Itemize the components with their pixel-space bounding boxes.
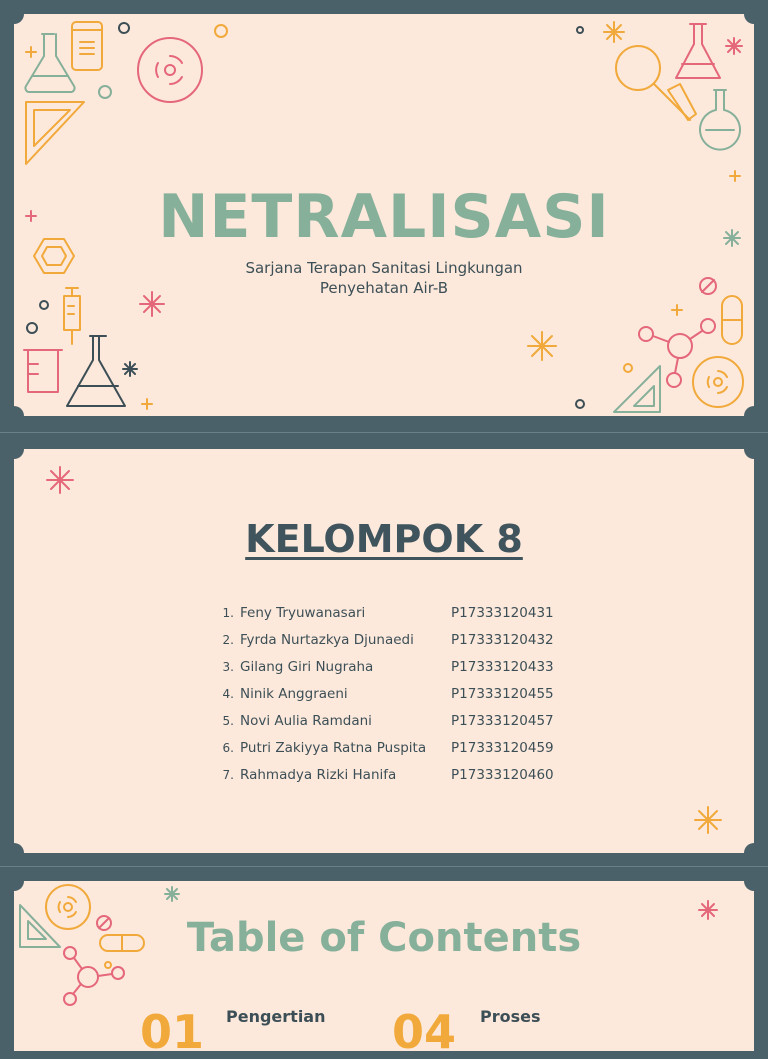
list-item [214,707,591,734]
member-number: 5. [222,713,234,728]
member-nim: P17333120432 [451,631,554,648]
member-nim: P17333120459 [451,739,554,756]
list-item [214,599,591,626]
member-nim: P17333120431 [451,604,554,621]
member-name: Fyrda Nurtazkya Djunaedi [240,631,414,648]
list-item [214,653,591,680]
slide-card [14,449,754,853]
member-nim: P17333120460 [451,766,554,783]
member-nim: P17333120457 [451,712,554,729]
subtitle-line-1: Sarjana Terapan Sanitasi Lingkungan [245,259,523,277]
group-title [14,517,754,561]
sparkle-icon [47,467,73,493]
member-number: 3. [222,659,234,674]
member-nim: P17333120455 [451,685,554,702]
member-number: 4. [222,686,234,701]
beaker-icon [24,350,62,392]
member-name: Rahmadya Rizki Hanifa [240,766,397,783]
flask-right-icon [676,24,720,78]
round-flask-icon [700,90,740,150]
toc-number-04: 04 [392,1005,457,1059]
sparkle-icon [695,807,721,833]
pill-icon [722,296,742,344]
radiation-right-icon [693,357,743,407]
flask-icon [25,34,74,92]
slide-card [14,881,754,1059]
list-item [214,680,591,707]
radiation-icon [138,38,202,102]
slide-group-members[interactable] [0,432,768,867]
list-item [214,734,591,761]
toc-title: Table of Contents [186,915,582,961]
toc-label-proses[interactable]: Proses [480,1007,541,1026]
member-list [214,599,591,788]
member-number: 6. [222,740,234,755]
member-number: 1. [222,605,234,620]
member-name: Feny Tryuwanasari [240,604,366,621]
erlenmeyer-flask-icon [67,336,125,406]
list-item [214,626,591,653]
toc-number-01: 01 [140,1005,205,1059]
member-name: Putri Zakiyya Ratna Puspita [240,739,427,756]
member-name: Novi Aulia Ramdani [240,712,372,729]
magnifier-icon [616,46,696,120]
set-square-icon [26,102,84,164]
member-number: 2. [222,632,234,647]
slide-card [14,14,754,416]
subtitle-line-2: Penyehatan Air-B [319,279,449,297]
list-item [214,761,591,788]
set-square-right-icon [614,366,660,412]
group-title-text: KELOMPOK 8 [245,517,523,561]
member-name: Ninik Anggraeni [240,685,348,702]
slide-table-of-contents[interactable] [0,866,768,1059]
member-number: 7. [222,767,234,782]
slide-title[interactable] [0,0,768,432]
toc-label-pengertian[interactable]: Pengertian [226,1007,326,1026]
jar-icon [72,22,102,70]
member-nim: P17333120433 [451,658,554,675]
presentation-title: NETRALISASI [158,182,610,252]
presentation-subtitle [14,258,754,298]
member-name: Gilang Giri Nugraha [240,658,374,675]
